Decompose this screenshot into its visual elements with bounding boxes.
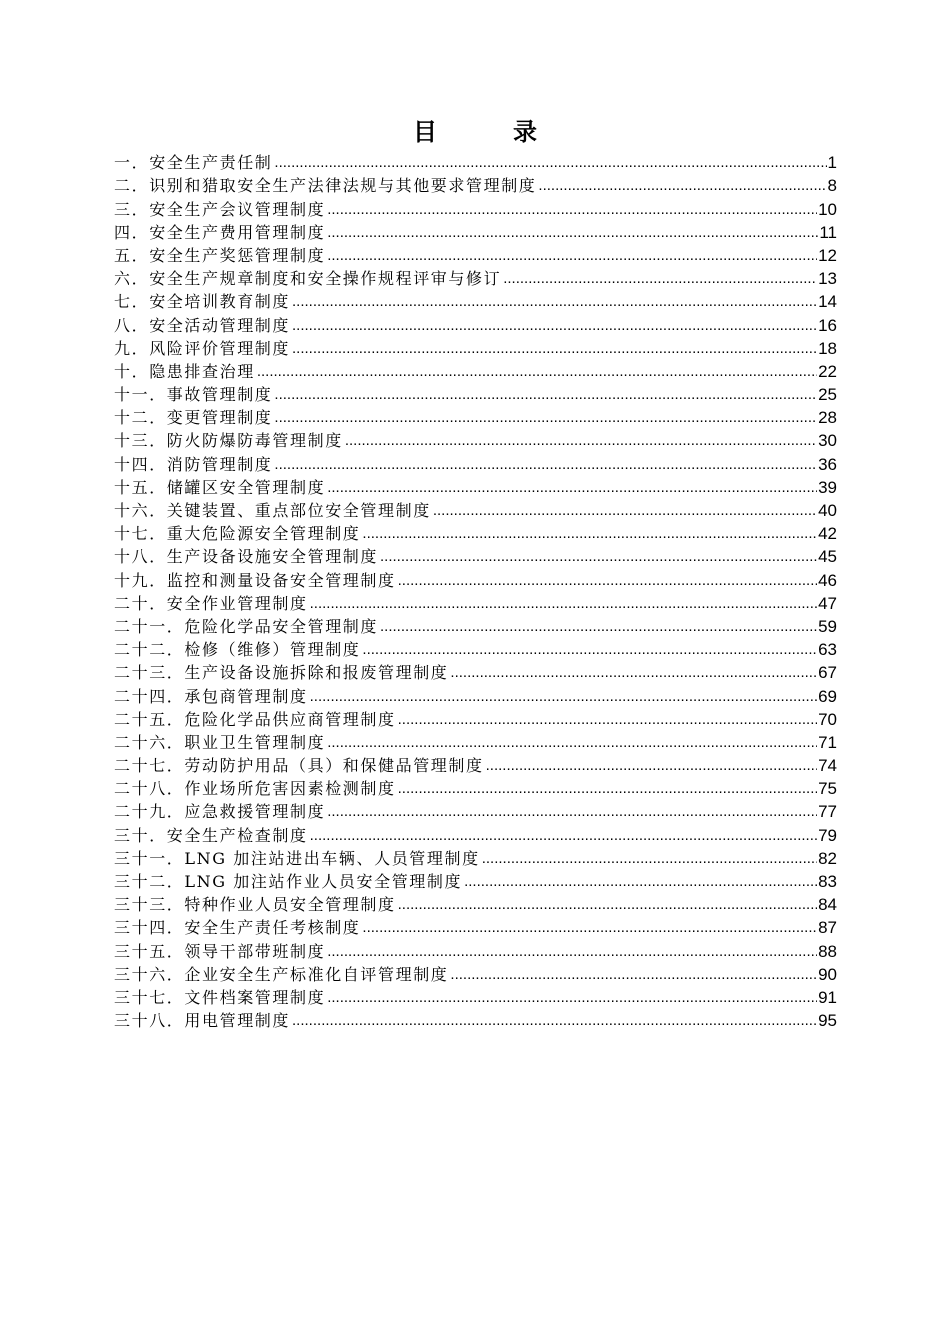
toc-entry[interactable] (114, 336, 837, 359)
toc-entry-page-number: 82 (818, 848, 837, 868)
dot-leader (292, 292, 817, 312)
toc-entry-page-number: 88 (818, 941, 837, 961)
dot-leader (362, 640, 817, 660)
toc-entry-page-number: 45 (818, 547, 837, 567)
toc-entry-title: 三十六．企业安全生产标准化自评管理制度 (114, 964, 449, 984)
dot-leader (327, 988, 817, 1008)
toc-entry[interactable] (114, 173, 837, 196)
toc-entry-page-number: 36 (818, 454, 837, 474)
toc-entry-page-number: 13 (818, 269, 837, 289)
toc-entry-page-number: 14 (818, 292, 837, 312)
toc-entry-page-number: 46 (818, 570, 837, 590)
toc-entry-title: 三十四．安全生产责任考核制度 (114, 918, 361, 938)
toc-entry-title: 二十五．危险化学品供应商管理制度 (114, 709, 396, 729)
toc-entry[interactable] (114, 614, 837, 637)
toc-entry-page-number: 70 (818, 709, 837, 729)
toc-entry-page-number: 10 (818, 199, 837, 219)
dot-leader (538, 176, 826, 196)
toc-entry[interactable] (114, 637, 837, 660)
toc-entry-title: 三十七．文件档案管理制度 (114, 987, 326, 1007)
dot-leader (274, 153, 826, 173)
toc-entry-page-number: 91 (818, 987, 837, 1007)
dot-leader (482, 849, 817, 869)
dot-leader (464, 872, 817, 892)
toc-entry-title: 十五．储罐区安全管理制度 (114, 477, 326, 497)
toc-entry[interactable] (114, 938, 837, 961)
toc-entry[interactable] (114, 985, 837, 1008)
toc-entry-page-number: 74 (818, 756, 837, 776)
toc-entry-page-number: 16 (818, 315, 837, 335)
dot-leader (327, 246, 817, 266)
toc-entry-page-number: 69 (818, 686, 837, 706)
toc-entry-title: 三十八．用电管理制度 (114, 1011, 291, 1031)
toc-entry-title: 十二．变更管理制度 (114, 408, 273, 428)
toc-entry-page-number: 59 (818, 616, 837, 636)
toc-entry-title: 十八．生产设备设施安全管理制度 (114, 547, 379, 567)
toc-entry-title: 二十三．生产设备设施拆除和报废管理制度 (114, 663, 449, 683)
dot-leader (398, 710, 817, 730)
toc-entry-title: 九．风险评价管理制度 (114, 338, 291, 358)
toc-entry-title: 五．安全生产奖惩管理制度 (114, 245, 326, 265)
toc-entry-page-number: 90 (818, 964, 837, 984)
toc-entry[interactable] (114, 846, 837, 869)
dot-leader (380, 617, 817, 637)
toc-entry-title: 十六．关键装置、重点部位安全管理制度 (114, 501, 431, 520)
toc-entry-page-number: 84 (818, 895, 837, 915)
dot-leader (310, 594, 817, 614)
dot-leader (450, 663, 817, 683)
toc-entry-title: 三十五．领导干部带班制度 (114, 941, 326, 961)
toc-entry[interactable] (114, 266, 837, 289)
toc-entry[interactable] (114, 822, 837, 845)
dot-leader (398, 571, 817, 591)
toc-entry-title: 二十九．应急救援管理制度 (114, 802, 326, 822)
toc-entry-title: 十七．重大危险源安全管理制度 (114, 524, 361, 544)
dot-leader (362, 918, 817, 938)
dot-leader (398, 779, 817, 799)
dot-leader (327, 200, 817, 220)
toc-entry-title: 三十一．LNG 加注站进出车辆、人员管理制度 (114, 848, 480, 868)
toc-entry-page-number: 42 (818, 524, 837, 544)
toc-entry[interactable] (114, 220, 837, 243)
dot-leader (345, 431, 817, 451)
dot-leader (362, 524, 817, 544)
dot-leader (274, 385, 817, 405)
toc-entry[interactable] (114, 892, 837, 915)
toc-entry-title: 十．隐患排查治理 (114, 361, 255, 381)
toc-entry-page-number: 63 (818, 640, 837, 660)
toc-entry-page-number: 25 (818, 385, 837, 405)
toc-entry-page-number: 95 (818, 1011, 837, 1031)
toc-entry-page-number: 12 (818, 245, 837, 265)
table-of-contents (114, 150, 837, 1031)
toc-entry-title: 三十．安全生产检查制度 (114, 825, 308, 845)
dot-leader (380, 547, 817, 567)
dot-leader (486, 756, 817, 776)
dot-leader (292, 339, 817, 359)
dot-leader (292, 1011, 817, 1031)
toc-entry[interactable] (114, 683, 837, 706)
toc-entry-title: 十四．消防管理制度 (114, 454, 273, 474)
toc-entry[interactable] (114, 591, 837, 614)
toc-entry-title: 一．安全生产责任制 (114, 153, 273, 173)
dot-leader (433, 501, 817, 521)
toc-entry[interactable] (114, 962, 837, 985)
dot-leader (450, 965, 817, 985)
toc-entry[interactable] (114, 359, 837, 382)
toc-entry-title: 四．安全生产费用管理制度 (114, 222, 326, 242)
toc-entry-page-number: 71 (818, 732, 837, 752)
toc-entry-page-number: 87 (818, 918, 837, 938)
toc-entry-page-number: 1 (827, 153, 837, 173)
toc-entry[interactable] (114, 243, 837, 266)
toc-entry[interactable] (114, 915, 837, 938)
toc-entry-title: 三十三．特种作业人员安全管理制度 (114, 895, 396, 915)
toc-entry[interactable] (114, 707, 837, 730)
toc-entry[interactable] (114, 799, 837, 822)
toc-entry-title: 十九．监控和测量设备安全管理制度 (114, 570, 396, 590)
toc-entry[interactable] (114, 498, 837, 521)
toc-entry-page-number: 77 (818, 802, 837, 822)
dot-leader (327, 942, 817, 962)
toc-entry[interactable] (114, 567, 837, 590)
toc-entry-title: 二十一．危险化学品安全管理制度 (114, 616, 379, 636)
dot-leader (274, 408, 817, 428)
toc-entry[interactable] (114, 521, 837, 544)
toc-entry-title: 二十七．劳动防护用品（具）和保健品管理制度 (114, 756, 484, 776)
dot-leader (310, 687, 817, 707)
toc-entry[interactable] (114, 730, 837, 753)
toc-entry-page-number: 28 (818, 408, 837, 428)
toc-entry[interactable] (114, 660, 837, 683)
toc-entry[interactable] (114, 869, 837, 892)
toc-entry-title: 六．安全生产规章制度和安全操作规程评审与修订 (114, 269, 502, 289)
toc-entry-title: 二十八．作业场所危害因素检测制度 (114, 779, 396, 799)
toc-entry[interactable] (114, 405, 837, 428)
toc-entry-title: 二十二．检修（维修）管理制度 (114, 640, 361, 660)
toc-entry[interactable] (114, 753, 837, 776)
toc-entry-page-number: 79 (818, 825, 837, 845)
dot-leader (310, 826, 817, 846)
toc-entry-page-number: 47 (818, 593, 837, 613)
dot-leader (327, 733, 817, 753)
toc-entry-page-number: 30 (818, 431, 837, 451)
dot-leader (327, 802, 817, 822)
toc-entry-title: 二．识别和猎取安全生产法律法规与其他要求管理制度 (114, 176, 537, 196)
toc-entry[interactable] (114, 196, 837, 219)
page-title: 目 录 (413, 118, 563, 146)
toc-entry-page-number: 75 (818, 779, 837, 799)
toc-entry[interactable] (114, 776, 837, 799)
dot-leader (257, 362, 817, 382)
toc-entry[interactable] (114, 150, 837, 173)
toc-entry[interactable] (114, 428, 837, 451)
dot-leader (274, 455, 817, 475)
toc-entry-page-number: 22 (818, 361, 837, 381)
toc-entry[interactable] (114, 289, 837, 312)
toc-entry-title: 二十六．职业卫生管理制度 (114, 732, 326, 752)
toc-entry[interactable] (114, 312, 837, 335)
toc-entry-title: 十三．防火防爆防毒管理制度 (114, 431, 343, 451)
dot-leader (327, 223, 818, 243)
toc-entry-title: 八．安全活动管理制度 (114, 315, 291, 335)
toc-entry[interactable] (114, 451, 837, 474)
dot-leader (398, 895, 817, 915)
toc-entry[interactable] (114, 382, 837, 405)
toc-entry-title: 十一．事故管理制度 (114, 385, 273, 405)
toc-entry-page-number: 18 (818, 338, 837, 358)
toc-entry-title: 三十二．LNG 加注站作业人员安全管理制度 (114, 872, 463, 891)
toc-entry-page-number: 67 (818, 663, 837, 683)
toc-entry[interactable] (114, 475, 837, 498)
toc-entry[interactable] (114, 1008, 837, 1031)
toc-entry-page-number: 83 (818, 872, 837, 891)
toc-entry-title: 二十四．承包商管理制度 (114, 686, 308, 706)
toc-entry-title: 三．安全生产会议管理制度 (114, 199, 326, 219)
toc-entry-page-number: 8 (827, 176, 837, 196)
dot-leader (292, 316, 817, 336)
toc-entry[interactable] (114, 544, 837, 567)
toc-entry-title: 二十．安全作业管理制度 (114, 593, 308, 613)
dot-leader (503, 269, 817, 289)
toc-entry-page-number: 11 (819, 222, 837, 242)
dot-leader (327, 478, 817, 498)
toc-entry-page-number: 39 (818, 477, 837, 497)
toc-entry-page-number: 40 (818, 501, 837, 520)
toc-entry-title: 七．安全培训教育制度 (114, 292, 291, 312)
